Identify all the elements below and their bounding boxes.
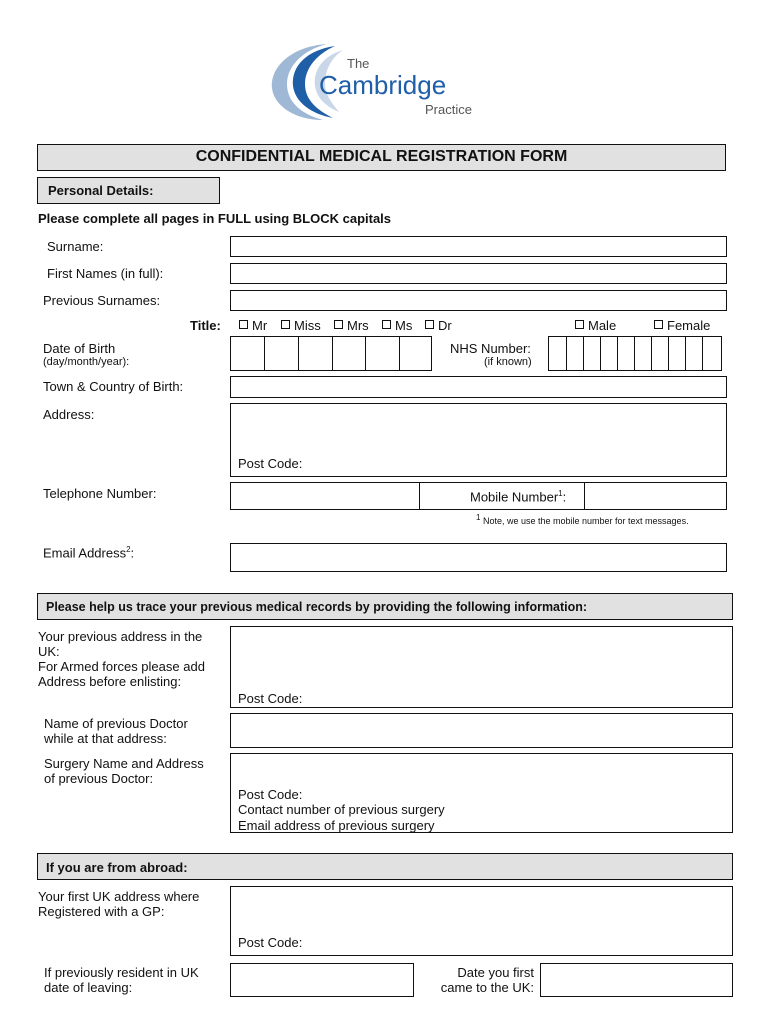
- telephone-label: Telephone Number:: [43, 486, 157, 501]
- title-label: Title:: [190, 318, 221, 333]
- nhs-known-label: (if known): [484, 356, 532, 368]
- logo-practice: Practice: [425, 102, 472, 117]
- nhs-label: NHS Number:: [450, 341, 531, 356]
- previous-address-field[interactable]: [230, 626, 733, 708]
- checkbox-icon: [425, 320, 434, 329]
- logo-the: The: [347, 56, 370, 71]
- title-option-label: Mrs: [347, 318, 369, 333]
- surname-field[interactable]: [230, 236, 727, 257]
- previous-surnames-field[interactable]: [230, 290, 727, 311]
- checkbox-icon: [654, 320, 663, 329]
- checkbox-icon: [281, 320, 290, 329]
- dob-label: Date of Birth: [43, 341, 116, 356]
- checkbox-icon: [382, 320, 391, 329]
- checkbox-icon: [575, 320, 584, 329]
- page-title: CONFIDENTIAL MEDICAL REGISTRATION FORM: [195, 148, 568, 165]
- previous-doctor-field[interactable]: [230, 713, 733, 748]
- practice-logo: [265, 40, 500, 125]
- title-option-mrs[interactable]: [334, 318, 369, 333]
- first-uk-postcode-label: Post Code:: [238, 935, 303, 950]
- title-option-label: Ms: [395, 318, 413, 333]
- gender-option-male[interactable]: [575, 318, 616, 333]
- instruction-text: Please complete all pages in FULL using BLOCK capitals: [38, 211, 392, 226]
- previous-doctor-label: Name of previous Doctor while at that address:: [44, 716, 188, 746]
- logo-name: Cambridge: [319, 70, 447, 100]
- title-option-mr[interactable]: [239, 318, 267, 333]
- gender-option-female[interactable]: [654, 318, 710, 333]
- address-field[interactable]: [230, 403, 727, 477]
- mobile-label: Mobile Number$^1$:: [470, 489, 567, 505]
- title-option-dr[interactable]: [425, 318, 452, 333]
- previous-heading: Please help us trace your previous medical records by providing the following information:: [46, 600, 588, 614]
- mobile-note: $^1$ Note, we use the mobile number for text messages.: [476, 513, 689, 526]
- previous-surnames-label: Previous Surnames:: [43, 293, 161, 308]
- surgery-contact-label: Contact number of previous surgery: [238, 802, 445, 817]
- first-names-label: First Names (in full):: [47, 266, 164, 281]
- birthplace-label: Town & Country of Birth:: [43, 379, 184, 394]
- personal-heading: Personal Details:: [48, 183, 154, 198]
- title-option-ms[interactable]: [382, 318, 412, 333]
- surgery-label: Surgery Name and Address of previous Doctor:: [44, 756, 204, 786]
- first-names-field[interactable]: [230, 263, 727, 284]
- title-option-label: Miss: [294, 318, 321, 333]
- first-uk-address-label: Your first UK address where Registered with a GP:: [38, 889, 200, 919]
- address-label: Address:: [43, 407, 95, 422]
- surgery-email-label: Email address of previous surgery: [238, 818, 435, 833]
- address-postcode-label: Post Code:: [238, 456, 303, 471]
- previous-address-label: Your previous address in the UK: For Armed forces please add Address before enlisting:: [38, 629, 205, 689]
- checkbox-icon: [334, 320, 343, 329]
- gender-option-label: Female: [667, 318, 711, 333]
- surgery-postcode-label: Post Code:: [238, 787, 303, 802]
- title-option-label: Dr: [438, 318, 452, 333]
- date-leaving-label: If previously resident in UK date of leaving:: [44, 965, 199, 995]
- email-field[interactable]: [230, 543, 727, 572]
- dob-field[interactable]: [230, 336, 432, 371]
- dob-format-label: (day/month/year):: [43, 356, 130, 368]
- checkbox-icon: [239, 320, 248, 329]
- nhs-number-field[interactable]: [548, 336, 722, 371]
- birthplace-field[interactable]: [230, 376, 727, 398]
- title-option-label: Mr: [252, 318, 268, 333]
- date-came-field[interactable]: [540, 963, 733, 997]
- previous-address-postcode-label: Post Code:: [238, 691, 303, 706]
- gender-option-label: Male: [588, 318, 617, 333]
- email-label: Email Address$^2$:: [43, 545, 135, 561]
- date-leaving-field[interactable]: [230, 963, 414, 997]
- surname-label: Surname:: [47, 239, 104, 254]
- abroad-heading: If you are from abroad:: [46, 860, 188, 875]
- first-uk-address-field[interactable]: [230, 886, 733, 956]
- date-came-label: Date you first came to the UK:: [440, 965, 534, 995]
- title-option-miss[interactable]: [281, 318, 321, 333]
